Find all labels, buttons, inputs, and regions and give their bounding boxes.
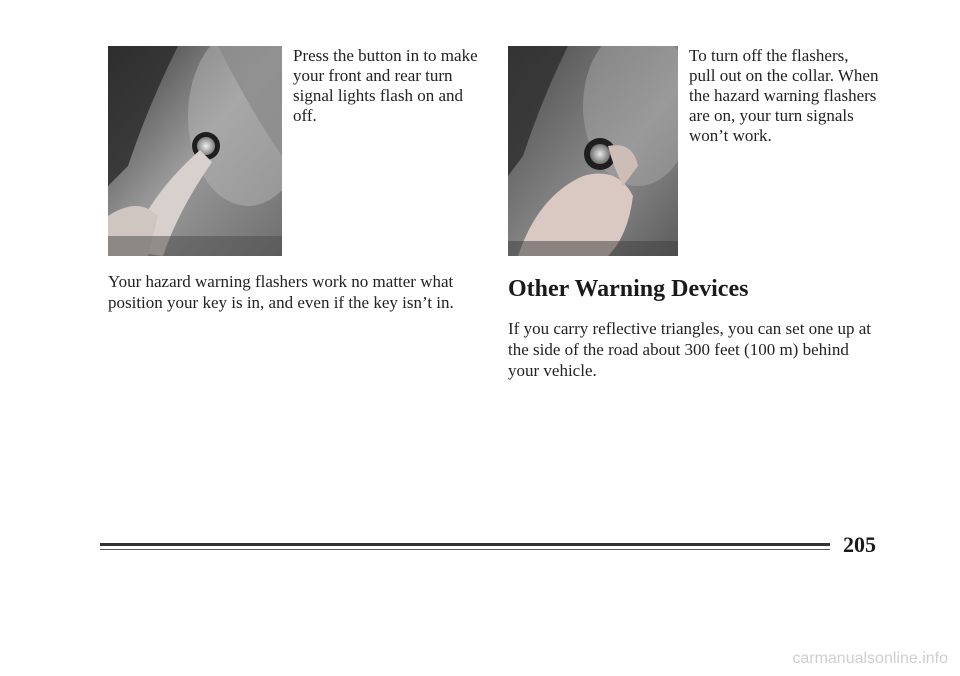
watermark: carmanualsonline.info [792, 650, 948, 667]
footer-rule-thick [100, 543, 830, 546]
hazard-flashers-paragraph: Your hazard warning flashers work no matter what position your key is in, and even if the key isn’t in. [108, 272, 454, 312]
warning-devices-paragraph: If you carry reflective triangles, you can set one up at the side of the road about 300 feet (100 m) behind your vehicle. [508, 319, 871, 380]
page-number: 205 [843, 532, 876, 557]
hazard-button-caption: Press the button in to make your front and rear turn signal lights flash on and off. [293, 46, 478, 125]
hazard-collar-caption: To turn off the flashers, pull out on the collar. When the hazard warning flashers are on, your turn signals won’t work. [689, 46, 879, 145]
hazard-button-photo [108, 46, 282, 256]
section-heading: Other Warning Devices [508, 276, 749, 302]
hazard-collar-photo [508, 46, 678, 256]
footer-rule-thin [100, 549, 830, 550]
